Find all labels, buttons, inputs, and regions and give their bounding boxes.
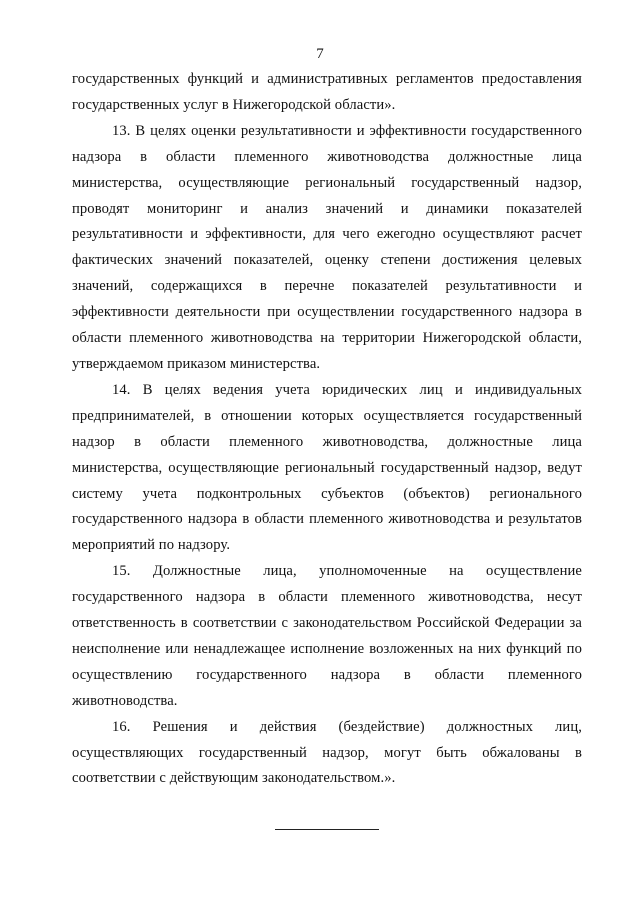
- paragraph-16: 16. Решения и действия (бездействие) должностных лиц, осуществляющих государственный надзор, могут быть обжалованы в соответствии с действующим законодательством.».: [72, 718, 582, 787]
- paragraph-continuation: государственных функций и административных регламентов предоставления государственных услуг в Нижегородской области».: [72, 71, 582, 113]
- document-body: [72, 67, 582, 792]
- end-divider-line: [275, 829, 379, 830]
- paragraph-14: 14. В целях ведения учета юридических лиц и индивидуальных предпринимателей, в отношении которых осуществляется государственный надзор в области племенного животноводства, должностные лица министерства, осуществляющие региональный государственный надзор, ведут систему учета подконтрольных субъектов (объектов) регионального государственного надзора в области племенного животноводства и результатов мероприятий по надзору.: [72, 381, 582, 554]
- paragraph-13: 13. В целях оценки результативности и эффективности государственного надзора в области племенного животноводства должностные лица министерства, осуществляющие региональный государственный надзор, проводят мониторинг и анализ значений и динамики показателей результативности и эффективности, для чего ежегодно осуществляют расчет фактических значений показателей, оценку степени достижения целевых значений, содержащихся в перечне показателей результативности и эффективности деятельности при осуществлении государственного надзора в области племенного животноводства на территории Нижегородской области, утверждаемом приказом министерства.: [72, 122, 582, 372]
- page-number: 7: [316, 46, 324, 62]
- paragraph-15: 15. Должностные лица, уполномоченные на осуществление государственного надзора в области племенного животноводства, несут ответственность в соответствии с законодательством Российской Федерации за неисполнение или ненадлежащее исполнение возложенных на них функций по осуществлению государственного надзора в области племенного животноводства.: [72, 563, 582, 709]
